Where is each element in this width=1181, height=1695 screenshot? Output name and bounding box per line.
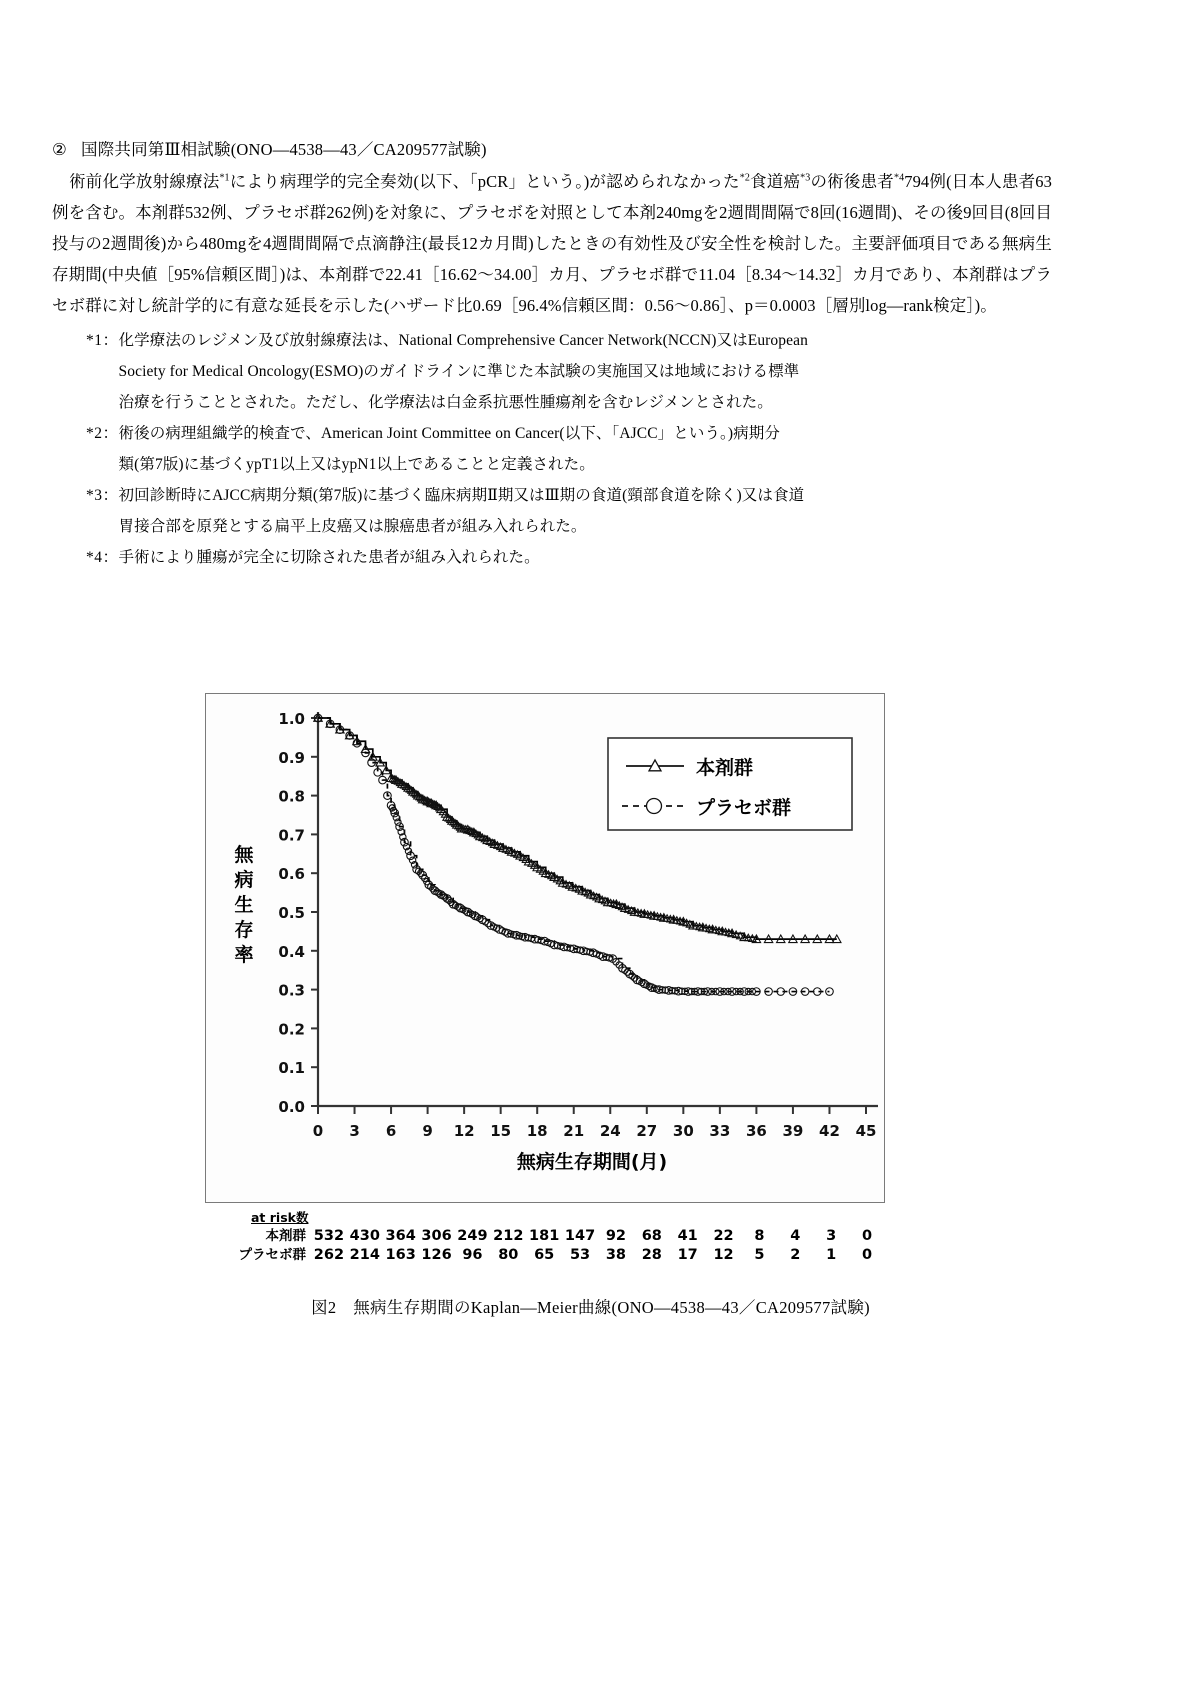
x-axis-title: 無病生存期間(月) — [516, 1151, 668, 1173]
footnote-line: 化学療法のレジメン及び放射線療法は、National Comprehensive Cancer Network(NCCN)又はEuropean — [118, 332, 808, 349]
footnote-ref-4: *4 — [894, 172, 905, 184]
x-tick-label: 6 — [385, 1122, 397, 1140]
footnote-item — [52, 480, 1052, 542]
footnote-line: 初回診断時にAJCC病期分類(第7版)に基づく臨床病期Ⅱ期又はⅢ期の食道(頸部食道を除く)又は食道 — [118, 487, 805, 504]
at-risk-value: 3 — [826, 1228, 837, 1244]
section-title: 国際共同第Ⅲ相試験(ONO―4538―43／CA209577試験) — [81, 140, 487, 159]
at-risk-value: 212 — [493, 1228, 524, 1244]
at-risk-value: 249 — [457, 1228, 488, 1244]
at-risk-title: at risk数 — [251, 1210, 309, 1225]
kaplan-meier-chart — [206, 694, 884, 1202]
y-tick-label: 0.0 — [278, 1098, 305, 1116]
x-tick-label: 15 — [490, 1122, 512, 1140]
chart-legend — [608, 738, 852, 830]
at-risk-value: 364 — [385, 1228, 416, 1244]
x-tick-label: 27 — [636, 1122, 658, 1140]
at-risk-value: 8 — [754, 1228, 765, 1244]
figure-caption: 図2 無病生存期間のKaplan―Meier曲線(ONO―4538―43／CA209577試験) — [311, 1298, 870, 1317]
at-risk-values — [311, 1246, 885, 1265]
at-risk-value: 5 — [754, 1247, 765, 1263]
at-risk-row-label: 本剤群 — [265, 1228, 306, 1244]
at-risk-value: 92 — [605, 1228, 627, 1244]
footnote-line: 術後の病理組織学的検査で、American Joint Committee on Cancer(以下、「AJCC」という。)病期分 — [118, 425, 780, 442]
para-part-1: 術前化学放射線療法 — [69, 172, 220, 191]
x-tick-label: 3 — [349, 1122, 360, 1140]
footnote-item — [52, 325, 1052, 418]
footnote-line: 類(第7版)に基づくypT1以上又はypN1以上であることと定義された。 — [118, 456, 595, 473]
footnote-item — [52, 542, 1052, 573]
main-paragraph — [52, 166, 1052, 321]
at-risk-value: 12 — [713, 1247, 734, 1263]
at-risk-value: 430 — [349, 1228, 380, 1244]
figure-kaplan-meier — [205, 693, 885, 1273]
at-risk-value: 41 — [677, 1228, 698, 1244]
legend-label-drug: 本剤群 — [696, 757, 754, 779]
para-part-5: 794例(日本人患者63例を含む。本剤群532例、プラセボ群262例)を対象に、プラセボを対照として本剤240mgを2週間間隔で8回(16週間)、その後9回目(8回目投与の2週間後)から480mgを4週間間隔で点滴静注(最長12カ月間)したときの有効性及び安全性を検討した。主要評価項目である無病生存期間(中央値［95%信頼区間］)は、本剤群で22.41［16.62〜34.00］カ月、プラセボ群で11.04［8.34〜14.32］カ月であり、本剤群はプラセボ群に対し統計学的に有意な延長を示した(ハザード比0.69［96.4%信頼区間：0.56〜0.86］、p＝0.0003［層別log―rank検定］)。 — [52, 172, 1052, 315]
at-risk-row-label: プラセボ群 — [238, 1247, 306, 1263]
at-risk-value: 65 — [534, 1247, 555, 1263]
at-risk-value: 147 — [564, 1228, 596, 1244]
at-risk-value: 163 — [385, 1247, 416, 1263]
y-tick-label: 0.3 — [278, 981, 305, 1000]
x-tick-label: 21 — [563, 1122, 585, 1140]
at-risk-value: 262 — [313, 1247, 345, 1263]
footnote-line: 胃接合部を原発とする扁平上皮癌又は腺癌患者が組み入れられた。 — [118, 518, 587, 535]
para-part-2: により病理学的完全奏効(以下、「pCR」という。)が認められなかった — [229, 172, 740, 191]
footnote-line: Society for Medical Oncology(ESMO)のガイドラインに準じた本試験の実施国又は地域における標準 — [118, 363, 800, 380]
para-part-4: の術後患者 — [810, 172, 895, 191]
at-risk-values — [311, 1227, 885, 1246]
section-heading — [52, 135, 1052, 165]
at-risk-value: 4 — [790, 1228, 801, 1244]
x-tick-label: 9 — [422, 1122, 433, 1140]
at-risk-value: 126 — [421, 1247, 452, 1263]
footnote-item — [52, 418, 1052, 480]
x-tick-label: 30 — [672, 1122, 694, 1140]
at-risk-value: 214 — [349, 1247, 380, 1263]
at-risk-value: 181 — [529, 1228, 560, 1244]
at-risk-value: 80 — [498, 1247, 519, 1263]
footnote-line: 手術により腫瘍が完全に切除された患者が組み入れられた。 — [118, 549, 540, 566]
y-tick-label: 0.4 — [278, 942, 305, 961]
at-risk-value: 532 — [313, 1228, 345, 1244]
at-risk-value: 68 — [641, 1228, 662, 1244]
text-block — [52, 135, 1052, 573]
x-tick-label: 24 — [599, 1122, 621, 1140]
at-risk-row-placebo — [213, 1246, 885, 1265]
y-tick-label: 0.2 — [278, 1020, 305, 1039]
footnote-label: *2： — [86, 425, 119, 442]
y-tick-label: 0.7 — [278, 826, 305, 845]
footnote-line: 治療を行うこととされた。ただし、化学療法は白金系抗悪性腫瘍剤を含むレジメンとされた。 — [118, 394, 773, 411]
footnote-label: *1： — [86, 332, 119, 349]
x-tick-label: 39 — [782, 1122, 804, 1140]
x-tick-label: 0 — [312, 1122, 324, 1140]
footnote-label: *4： — [86, 549, 119, 566]
legend-label-placebo: プラセボ群 — [696, 797, 792, 819]
footnote-body — [119, 542, 1052, 573]
at-risk-value: 0 — [862, 1228, 873, 1244]
at-risk-value: 306 — [421, 1228, 452, 1244]
x-tick-label: 36 — [745, 1122, 767, 1140]
chart-plot-area — [205, 693, 885, 1203]
at-risk-value: 38 — [605, 1247, 627, 1263]
y-tick-label: 1.0 — [278, 710, 305, 728]
x-tick-label: 12 — [453, 1122, 475, 1140]
at-risk-value: 96 — [462, 1247, 483, 1263]
footnote-ref-2: *2 — [739, 172, 750, 184]
at-risk-row-drug — [213, 1227, 885, 1246]
footnote-body — [119, 325, 1052, 418]
footnote-ref-1: *1 — [219, 172, 230, 184]
x-tick-label: 18 — [526, 1122, 548, 1140]
footnote-ref-3: *3 — [800, 172, 811, 184]
y-tick-label: 0.5 — [278, 904, 305, 922]
para-part-3: 食道癌 — [749, 172, 801, 191]
at-risk-value: 0 — [862, 1247, 873, 1263]
y-tick-label: 0.1 — [278, 1059, 305, 1078]
footnote-body — [119, 480, 1052, 542]
x-tick-label: 45 — [855, 1122, 877, 1140]
at-risk-table — [213, 1208, 885, 1265]
y-axis-title: 無 病 生 存 率 — [234, 844, 254, 966]
footnote-label: *3： — [86, 487, 119, 504]
at-risk-value: 53 — [569, 1247, 591, 1263]
y-tick-label: 0.9 — [278, 748, 305, 767]
section-number: ② — [52, 140, 67, 159]
x-tick-label: 42 — [819, 1122, 840, 1140]
at-risk-value: 2 — [790, 1247, 801, 1263]
at-risk-value: 1 — [826, 1247, 837, 1263]
y-tick-label: 0.6 — [278, 865, 305, 884]
footnote-body — [119, 418, 1052, 480]
x-tick-label: 33 — [709, 1122, 731, 1140]
at-risk-value: 17 — [677, 1247, 698, 1263]
y-tick-label: 0.8 — [278, 787, 305, 806]
at-risk-value: 22 — [713, 1228, 734, 1244]
footnote-list — [52, 325, 1052, 573]
at-risk-value: 28 — [641, 1247, 662, 1263]
